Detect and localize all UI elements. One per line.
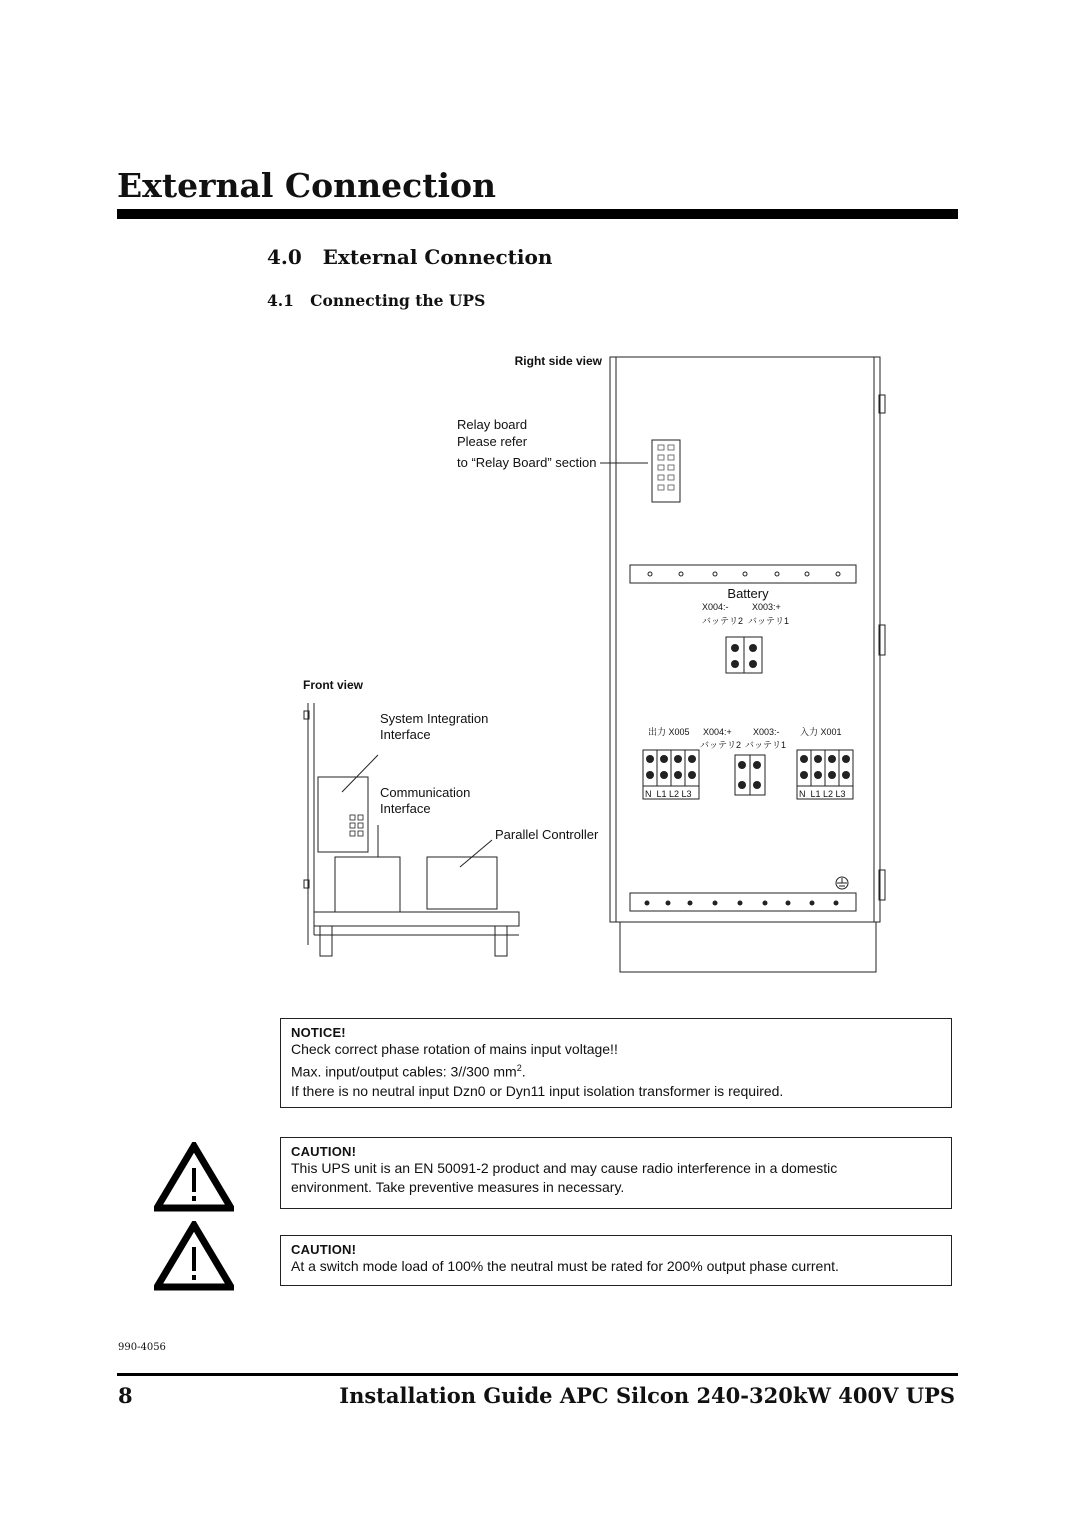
front-view-label: Front view: [303, 678, 364, 692]
battery-jp-1: バッテリ1: [748, 616, 790, 626]
ground-icon: [836, 877, 848, 889]
battery-terminal-block: [726, 637, 762, 673]
lower-rail-screws: [645, 901, 839, 906]
caution-header-1: CAUTION!: [291, 1144, 357, 1159]
relay-board-label-2: Please refer: [457, 434, 528, 449]
notice-box: [280, 1018, 952, 1108]
subsection-heading: 4.1 Connecting the UPS: [267, 291, 486, 310]
sys-int-label-1: System Integration: [380, 711, 489, 726]
caution2-line-1: At a switch mode load of 100% the neutral must be rated for 200% output phase current.: [291, 1258, 839, 1274]
battery-jp-2: バッテリ2: [702, 616, 744, 626]
battery-terminal-x003: X003:+: [752, 602, 781, 612]
page-number: 8: [118, 1383, 133, 1408]
input-phase-labels: N L1 L2 L3: [799, 789, 846, 799]
right-side-view-label: Right side view: [514, 354, 602, 368]
notice-line-1: Check correct phase rotation of mains input voltage!!: [291, 1041, 618, 1057]
ups-connection-diagram: [290, 345, 910, 985]
warning-triangle-icon: [154, 1142, 234, 1212]
terminal-x003-minus: X003:-: [753, 727, 780, 737]
page-title: External Connection: [117, 166, 496, 205]
section-heading: 4.0 External Connection: [267, 245, 553, 269]
output-phase-labels: N L1 L2 L3: [645, 789, 692, 799]
warning-triangle-icon: [154, 1221, 234, 1291]
comm-label-1: Communication: [380, 785, 471, 800]
terminal-x004-plus: X004:+: [703, 727, 732, 737]
terminal-x001: 入力 X001: [800, 727, 842, 737]
notice-header: NOTICE!: [291, 1025, 346, 1040]
lower-jp-2: バッテリ2: [700, 740, 742, 750]
notice-line-2: Max. input/output cables: 3//300 $mm^2$.: [291, 1063, 526, 1080]
relay-board-label-1: Relay board: [457, 417, 528, 432]
relay-board-detail: [658, 445, 674, 490]
upper-rail-screws: [648, 572, 840, 576]
caution1-line-1: This UPS unit is an EN 50091-2 product and may cause radio interference in a domestic: [291, 1160, 838, 1176]
notice-line-3: If there is no neutral input Dzn0 or Dyn11 input isolation transformer is required.: [291, 1082, 784, 1099]
battery-label: Battery: [727, 586, 769, 601]
footer-guide-title: Installation Guide APC Silcon 240-320kW 400V UPS: [339, 1383, 955, 1408]
ups-cabinet: [610, 357, 885, 972]
caution-box-1: [280, 1137, 952, 1209]
comm-label-2: Interface: [380, 801, 431, 816]
terminal-x005: 出力 X005: [648, 727, 690, 737]
battery-terminal-x004: X004:-: [702, 602, 729, 612]
caution-box-2: [280, 1235, 952, 1286]
lower-jp-1: バッテリ1: [745, 740, 787, 750]
caution-header-2: CAUTION!: [291, 1242, 357, 1257]
caution1-line-2: environment. Take preventive measures in necessary.: [291, 1179, 625, 1195]
title-rule: [117, 209, 958, 219]
battery-lower-terminal-block: [735, 755, 765, 795]
relay-board-label-3: to “Relay Board” section: [457, 455, 597, 470]
footer-rule: [117, 1373, 958, 1376]
parallel-controller-label: Parallel Controller: [495, 827, 599, 842]
doc-number: 990-4056: [118, 1342, 166, 1353]
sys-int-label-2: Interface: [380, 727, 431, 742]
